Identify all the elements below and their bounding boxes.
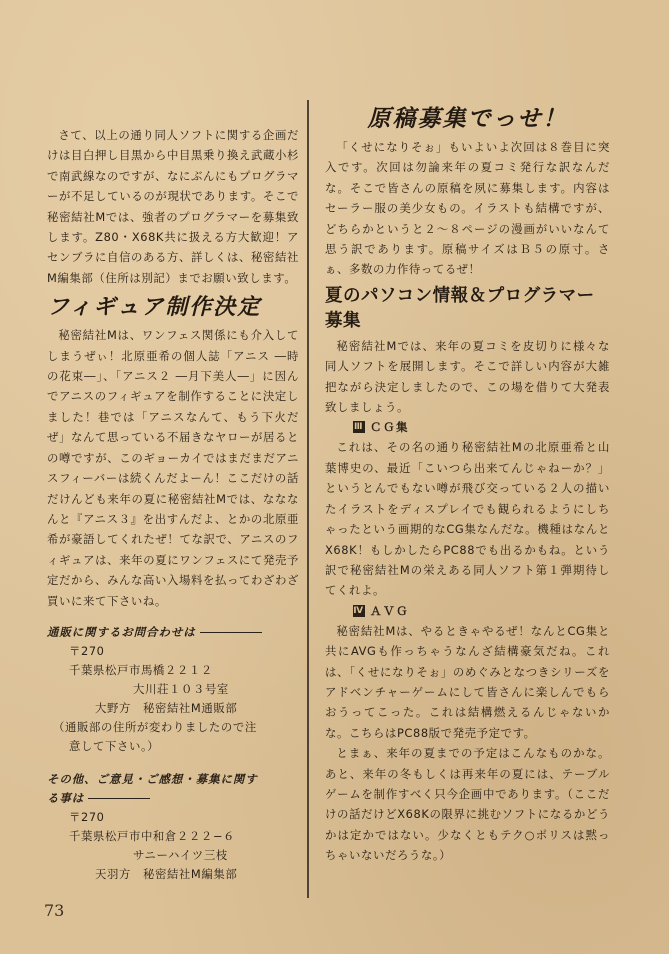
figure-production-heading: フィギュア制作決定 — [47, 294, 262, 321]
postal-code: 〒270 — [69, 809, 105, 824]
summer-pc-info-paragraph: 秘密結社Mでは、来年の夏コミを皮切りに様々な同人ソフトを展開します。そこで詳しい内容が大雑把ながら決定しましたので、この場を借りて大発表致しましょう。 — [325, 338, 610, 415]
address-line-1: 千葉県松戸市馬橋２２１２ — [69, 662, 213, 677]
cg-collection-subheading — [353, 417, 610, 437]
right-column — [325, 100, 610, 866]
figure-production-paragraph: 秘密結社Mは、ワンフェス関係にも介入してしまうぜぃ！北原亜希の個人誌「アニス ―時の花束―」、「アニス２ ―月下美人―」に因んでアニスのフィギュアを制作することに決定しました！巷では「アニスなんて、もう下火だぜ」なんて思っている不届きなヤローが居るとの噂ですが、このギョーカイではまだまだアニスフィーバーは続くんだよーん！ここだけの話だけんども来年の夏に秘密結社Mでは、なななんと『アニス３』を出すんだよ、とかの北原亜希が豪語してくれたぜ！てな訳で、アニスのフィギュアは、来年の夏にワンフェスにて発売予定だから、みんな高い入場料を払ってわざわざ買いに来て下さいね。 — [47, 328, 299, 608]
programmer-recruit-paragraph: さて、以上の通り同人ソフトに関する企画だけは目白押し目黒から中目黒乗り換え武蔵小杉で南武線なのですが、なにぶんにもプログラマーが不足しているのが現状であります。そこで秘密結社Mでは、強者のプログラマーを募集致します。Z80・X68K共に扱える方大歓迎！アセンブラに自信のある方、詳しくは、秘密結社M編集部（住所は別記）までお願い致します。 — [47, 128, 299, 285]
manuscript-wanted-heading: 原稿募集でっせ！ — [367, 105, 568, 132]
mail-order-contact-title: 通販に関するお問合わせは — [47, 624, 196, 639]
editorial-contact-title-2: る事は — [47, 790, 85, 805]
cg-collection-label: ＣＧ集 — [370, 420, 409, 435]
summer-pc-info-heading: 夏のパソコン情報＆プログラマー募集 — [325, 285, 595, 331]
address-line-2: 大川荘１０３号室 — [133, 681, 229, 696]
mail-order-contact — [47, 623, 299, 756]
section-mark-icon: Ⅳ — [353, 605, 365, 616]
column-divider — [307, 100, 309, 898]
address-change-note-1: （通販部の住所が変わりましたので注 — [53, 719, 257, 734]
recipient-name: 大野方 秘密結社M通販部 — [95, 700, 238, 715]
address-line-2: サニーハイツ三枝 — [133, 847, 228, 862]
editorial-contact — [47, 770, 299, 884]
left-column — [47, 125, 299, 884]
page-number: 73 — [44, 901, 65, 920]
manuscript-wanted-paragraph: 「くせになりそぉ」もいよいよ次回は８巻目に突入です。次回は勿論来年の夏コミ発行な訳なんだな。そこで皆さんの原稿を夙に募集します。内容はセーラー服の美少女もの。イラストも結構ですが、どちらかというと２〜８ページの漫画がいいなんて思う訳であります。原稿サイズはＢ５の原寸。さぁ、多数の力作待ってるぜ！ — [325, 140, 610, 277]
address-change-note-2: 意して下さい。） — [69, 738, 160, 753]
avg-subheading — [353, 601, 610, 621]
cg-collection-paragraph: これは、その名の通り秘密結社Mの北原亜希と山葉博史の、最近「こいつら出来てんじゃねーか？」というとんでもない噂が飛び交っている２人の描いたイラストをディスプレイでも観られるようにしちゃったという画期的なCG集なんだな。機種はなんとX68K！もしかしたらPC88でも出るかもね。という訳で秘密結社Mの栄えある同人ソフト第１弾期待してくれよ。 — [325, 440, 610, 598]
closing-paragraph: とまぁ、来年の夏までの予定はこんなものかな。あと、来年の冬もしくは再来年の夏には、テーブルゲームを制作すべく只今企画中であります。（ここだけの話だけどX68Kの限界に挑むソフトになるかどうかは定かではない。少なくともテク○ポリスは黙っちゃいないだろうな。） — [325, 746, 610, 863]
avg-label: ＡＶＧ — [370, 603, 409, 618]
address-line-1: 千葉県松戸市中和倉２２２−６ — [69, 828, 236, 843]
title-rule — [88, 798, 150, 800]
avg-paragraph: 秘密結社Mは、やるときゃやるぜ！なんとCG集と共にAVGも作っちゃうなんざ結構豪気だね。これは、「くせになりそぉ」のめぐみとなつきシリーズをアドベンチャーゲームにして皆さんに楽しんでもらおうってこった。これは結構燃えるんじゃないかな。こちらはPC88版で発売予定です。 — [325, 623, 610, 740]
title-rule — [200, 632, 262, 634]
postal-code: 〒270 — [69, 643, 105, 658]
recipient-name: 天羽方 秘密結社M編集部 — [95, 866, 238, 881]
editorial-contact-title-1: その他、ご意見・ご感想・募集に関す — [47, 771, 258, 786]
section-mark-icon: Ⅲ — [353, 422, 364, 433]
